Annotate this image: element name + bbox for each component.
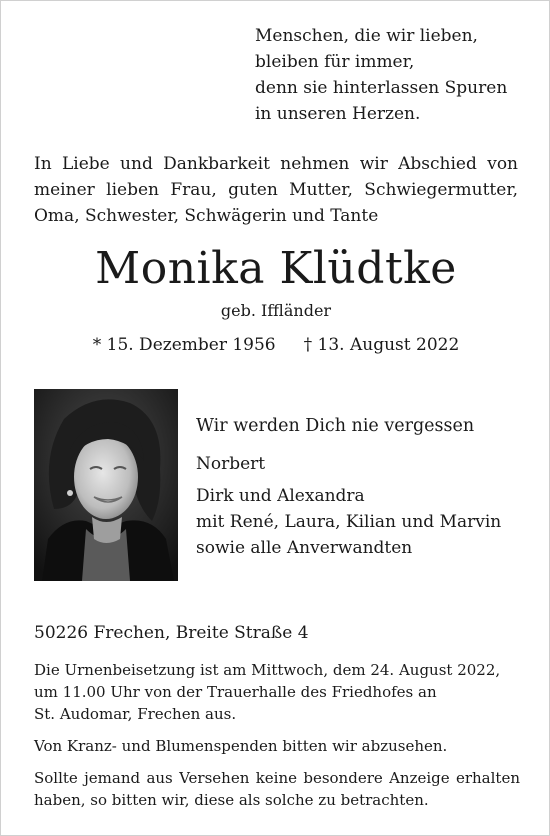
farewell-heading: Wir werden Dich nie vergessen [196, 416, 475, 436]
intro-text [34, 151, 518, 229]
funeral-line: um 11.00 Uhr von der Trauerhalle des Friedhofes an [34, 683, 437, 701]
death-date: † 13. August 2022 [303, 335, 460, 355]
address: 50226 Frechen, Breite Straße 4 [34, 623, 309, 643]
poem-line: Menschen, die wir lieben, [255, 26, 478, 46]
deceased-name: Monika Klüdtke [95, 243, 457, 294]
life-dates [1, 333, 550, 357]
poem-line: denn sie hinterlassen Spuren [255, 78, 508, 98]
funeral-line: St. Audomar, Frechen aus. [34, 705, 237, 723]
announcement-line: Sollte jemand aus Versehen keine besondere Anzeige erhalten [34, 769, 520, 787]
family-line: mit René, Laura, Kilian und Marvin [196, 512, 502, 532]
family-line: sowie alle Anverwandten [196, 538, 413, 558]
family-signature [196, 413, 501, 561]
intro-line: meiner lieben Frau, guten Mutter, Schwiegermutter, [34, 180, 518, 200]
family-line: Norbert [196, 454, 266, 474]
funeral-notes [34, 659, 520, 811]
flowers-note: Von Kranz- und Blumenspenden bitten wir abzusehen. [34, 737, 448, 755]
poem-line: bleiben für immer, [255, 52, 415, 72]
portrait-image [34, 389, 178, 581]
family-line: Dirk und Alexandra [196, 486, 365, 506]
poem-line: in unseren Herzen. [255, 104, 421, 124]
birth-name: geb. Iffländer [220, 301, 332, 320]
birth-date: * 15. Dezember 1956 [92, 335, 276, 355]
memorial-poem [255, 23, 507, 127]
intro-line: Oma, Schwester, Schwägerin und Tante [34, 206, 379, 226]
funeral-line: Die Urnenbeisetzung ist am Mittwoch, dem 24. August 2022, [34, 661, 501, 679]
announcement-line: haben, so bitten wir, diese als solche zu betrachten. [34, 791, 429, 809]
portrait-photo [34, 389, 178, 581]
intro-line: In Liebe und Dankbarkeit nehmen wir Abschied von [34, 154, 518, 174]
